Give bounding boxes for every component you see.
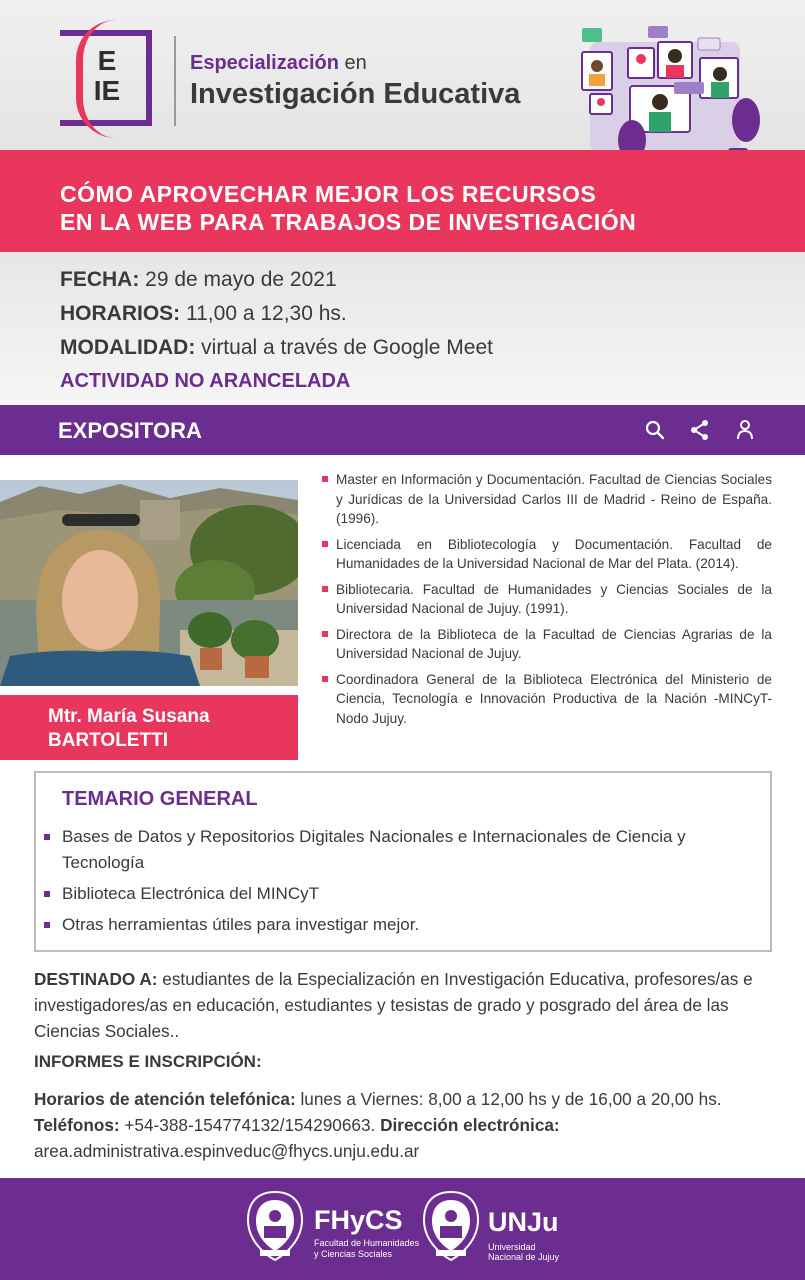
bullet-icon	[44, 891, 50, 897]
temario-list	[44, 824, 744, 943]
bullet-icon	[322, 631, 328, 637]
bullet-icon	[322, 476, 328, 482]
free-activity-label: ACTIVIDAD NO ARANCELADA	[60, 370, 351, 392]
speaker-photo	[0, 480, 298, 686]
email-link[interactable]: area.administrativa.espinveduc@fhycs.unju.edu.ar	[34, 1141, 420, 1161]
temario-title: TEMARIO GENERAL	[62, 788, 258, 810]
share-icon[interactable]	[688, 418, 712, 442]
fhycs-subtitle: Facultad de Humanidades y Ciencias Sociales	[314, 1238, 420, 1259]
temario-item: Bases de Datos y Repositorios Digitales Nacionales e Internacionales de Ciencia y Tecnología	[44, 824, 744, 876]
bullet-icon	[44, 922, 50, 928]
temario-item: Otras herramientas útiles para investigar mejor.	[44, 912, 744, 938]
logo-letters: E IE	[93, 45, 121, 106]
unju-subtitle: Universidad Nacional de Jujuy	[488, 1242, 560, 1262]
fhycs-seal-icon	[246, 1190, 304, 1262]
bullet-icon	[322, 586, 328, 592]
brand-subtitle: Especialización en	[190, 52, 367, 74]
bullet-icon	[322, 541, 328, 547]
event-title: CÓMO APROVECHAR MEJOR LOS RECURSOS EN LA WEB PARA TRABAJOS DE INVESTIGACIÓN	[60, 181, 637, 235]
speaker-cv-list	[320, 470, 772, 734]
speaker-surname: BARTOLETTI	[48, 730, 168, 751]
unju-seal-icon	[422, 1190, 480, 1262]
temario-item: Biblioteca Electrónica del MINCyT	[44, 881, 744, 907]
bullet-icon	[44, 834, 50, 840]
bullet-icon	[322, 676, 328, 682]
cv-item: Bibliotecaria. Facultad de Humanidades y Ciencias Sociales de la Universidad Nacional de Jujuy. (1991).	[320, 580, 772, 619]
cv-item: Directora de la Biblioteca de la Facultad de Ciencias Agrarias de la Universidad Nacional de Jujuy.	[320, 625, 772, 664]
cv-item: Licenciada en Bibliotecología y Documentación. Facultad de Humanidades de la Universidad Nacional de Mar del Plata. (2014).	[320, 535, 772, 574]
brand-title: Investigación Educativa	[190, 78, 521, 110]
cv-item: Master en Información y Documentación. Facultad de Ciencias Sociales y Jurídicas de la Universidad Carlos III de Madrid - Reino de España. (1996).	[320, 470, 772, 529]
fhycs-logo-text: FHyCS	[314, 1205, 403, 1235]
fecha-row: FECHA: 29 de mayo de 2021	[60, 268, 337, 291]
horarios-row: HORARIOS: 11,00 a 12,30 hs.	[60, 302, 347, 325]
modalidad-row: MODALIDAD: virtual a través de Google Meet	[60, 336, 493, 359]
expositora-label: EXPOSITORA	[58, 418, 202, 443]
header-divider	[174, 36, 176, 126]
user-icon[interactable]	[733, 418, 757, 442]
speaker-title-name: Mtr. María Susana	[48, 706, 210, 727]
search-icon[interactable]	[643, 418, 667, 442]
informes-title: INFORMES E INSCRIPCIÓN:	[34, 1052, 262, 1071]
destinado-paragraph: DESTINADO A: estudiantes de la Especialización en Investigación Educativa, profesores/as e investigadores/as en educación, estudiantes y tesistas de grado y posgrado del área de las Ciencias Sociales..	[34, 969, 753, 1041]
cv-item: Coordinadora General de la Biblioteca Electrónica del Ministerio de Ciencia, Tecnología e Innovación Productiva de la Nación -MINCyT-Nodo Jujuy.	[320, 670, 772, 729]
contact-paragraph: Horarios de atención telefónica: lunes a Viernes: 8,00 a 12,00 hs y de 16,00 a 20,00 hs. Teléfonos: +54-388-154774132/154290663. Dirección electrónica: area.administrativa.espinveduc@fhycs.unju.edu.ar	[34, 1089, 722, 1161]
unju-logo-text: UNJu	[488, 1207, 559, 1237]
